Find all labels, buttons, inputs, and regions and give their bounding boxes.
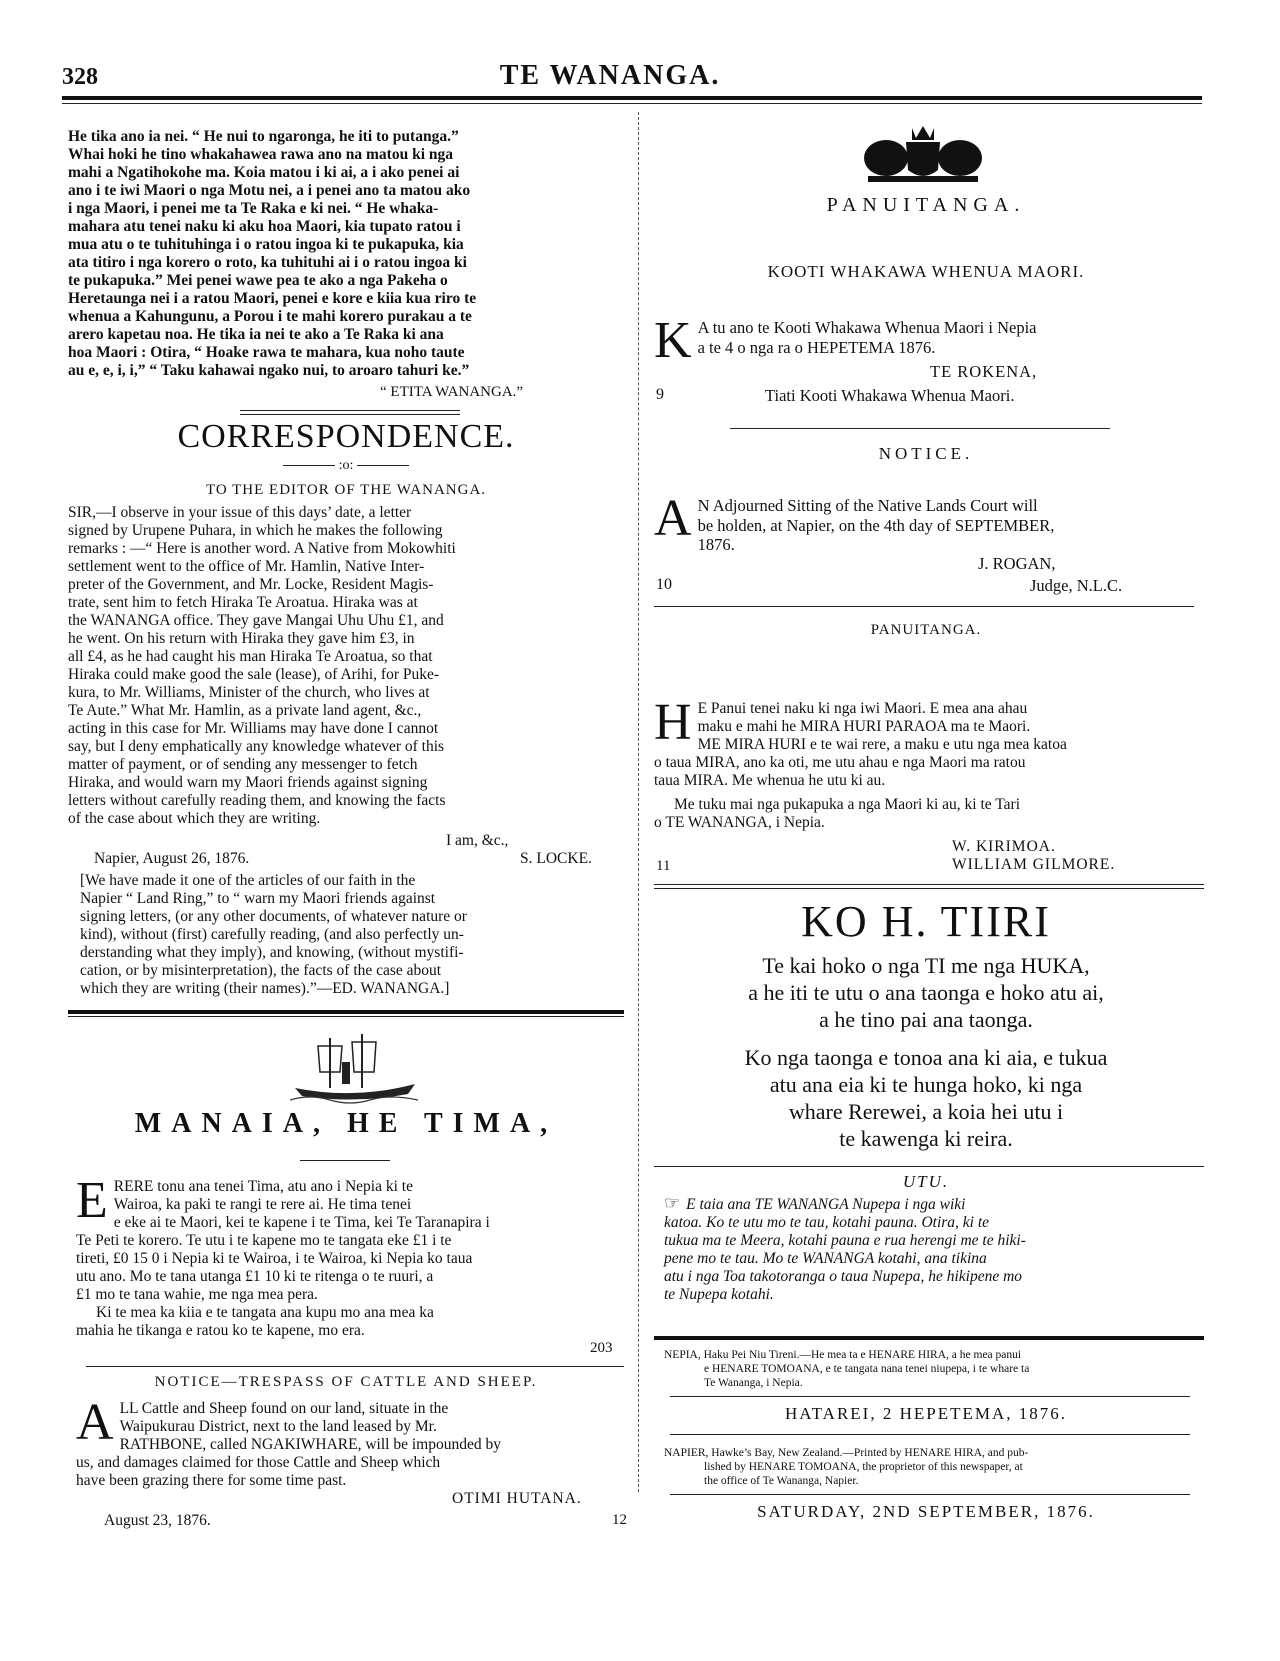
imprint-line: the office of Te Wananga, Napier. (704, 1475, 859, 1487)
editorial-line: He tika ano ia nei. “ He nui to ngaronga, he iti to putanga.” (68, 128, 459, 145)
mill-line: taua MIRA. Me whenua he utu ki au. (654, 772, 886, 789)
notice-heading: NOTICE. (878, 444, 974, 463)
letter-line: Te Aute.” What Mr. Hamlin, as a private land agent, &c., (68, 702, 422, 719)
masthead-rule-thin (62, 103, 1202, 104)
ship-funnel (342, 1062, 350, 1084)
mill-signer-1: W. KIRIMOA. (952, 838, 1056, 855)
editorial-line: Heretaunga nei i a ratou Maori, penei e kore e kiia kua riro te (68, 290, 477, 307)
mill-line: o taua MIRA, ano ka oti, me utu ahau e nga Maori ma ratou (654, 754, 1026, 771)
utu-line: katoa. Ko te utu mo te tau, kotahi pauna. Otira, ki te (664, 1214, 990, 1231)
dropcap-a-notice: A (654, 490, 692, 547)
dropcap-a: A (76, 1394, 114, 1451)
panuitanga2-heading: PANUITANGA. (870, 622, 982, 638)
section-rule-thin (68, 1016, 624, 1017)
coat-of-arms-illustration (858, 118, 988, 188)
letter-line: say, but I deny emphatically any knowledge whatever of this (68, 738, 445, 755)
arms-motto-ribbon (868, 176, 978, 182)
letter-line: trate, sent him to fetch Hiraka Te Aroatua. Hiraka was at (68, 594, 418, 611)
editorial-line: i nga Maori, i penei me ta Te Raka e ki nei. “ He whaka- (68, 200, 439, 217)
steamer-line: tireti, £0 15 0 i Nepia ki te Wairoa, i te Wairoa, ki Nepia ko taua (76, 1250, 473, 1267)
notice-line: 1876. (697, 535, 735, 554)
steamer-heading: MANAIA, HE TIMA, (134, 1108, 558, 1139)
mill-notice-text (654, 694, 1202, 832)
steamer-line: RERE tonu ana tenei Tima, atu ano i Nepia ki te (113, 1178, 413, 1195)
imprint-line: e HENARE TOMOANA, e te tangata nana tenei niupepa, i te whare ta (704, 1363, 1030, 1375)
pointing-hand-icon: ☞ (664, 1193, 681, 1213)
trespass-date: August 23, 1876. (104, 1512, 211, 1529)
steamer-line: £1 mo te tana wahie, me nga mea pera. (76, 1286, 318, 1303)
notice-signer-title: Judge, N.L.C. (1030, 576, 1123, 595)
kooti-line: A tu ano te Kooti Whakawa Whenua Maori i Nepia (697, 318, 1037, 337)
mill-line: Me tuku mai nga pukapuka a nga Maori ki au, ki te Tari (674, 796, 1020, 813)
tiiri-line: a he tino pai ana taonga. (819, 1007, 1033, 1032)
divider (654, 1166, 1204, 1167)
steamer-line: e eke ai te Maori, kei te kapene i te Tima, kei Te Taranapira i (113, 1214, 490, 1231)
utu-line: E taia ana TE WANANGA Nupepa i nga wiki (686, 1196, 966, 1213)
letter-closing: I am, &c., (446, 832, 509, 849)
english-imprint (664, 1446, 1204, 1488)
editorial-line: au e, e, i, i,” “ Taku kahawai ngako nui, to aroaro tahuri ke.” (68, 362, 470, 379)
arms-shield (906, 142, 940, 176)
utu-line: te Nupepa kotahi. (664, 1286, 774, 1303)
trespass-signer: OTIMI HUTANA. (452, 1490, 582, 1507)
mill-line: maku e mahi he MIRA HURI PARAOA ma te Maori. (697, 718, 1031, 735)
editorial-line: ata titiro i nga korero o roto, ka tuhituhi ai i o ratou ingoa ki (68, 254, 467, 271)
dropcap-k: K (654, 312, 692, 369)
trespass-line: LL Cattle and Sheep found on our land, situate in the (119, 1400, 449, 1417)
utu-line: pene mo te tau. Mo te WANANGA kotahi, ana tikina (664, 1250, 987, 1267)
note-line: cation, or by misinterpretation), the facts of the case about (80, 962, 442, 979)
notice-text (654, 490, 1202, 555)
editorial-line: arero kapetau noa. He tika ia nei te ako a Te Raka ki ana (68, 326, 444, 343)
divider (670, 1494, 1190, 1495)
notice-signer: J. ROGAN, (978, 554, 1056, 573)
note-line: [We have made it one of the articles of our faith in the (80, 872, 416, 889)
page-number: 328 (62, 64, 98, 90)
divider (240, 410, 460, 411)
to-editor-line: TO THE EDITOR OF THE WANANGA. (205, 482, 487, 498)
letter-line: settlement went to the office of Mr. Hamlin, Native Inter- (68, 558, 425, 575)
steamer-line: Te Peti te korero. Te utu i te kapene mo te tangata eke £1 i te (76, 1232, 452, 1249)
note-line: which they are writing (their names).”—ED. WANANGA.] (80, 980, 450, 997)
trespass-text (76, 1394, 624, 1490)
steamer-line: mahia he tikanga e ratou ko te kapene, mo era. (76, 1322, 365, 1339)
divider (730, 428, 1110, 429)
divider (240, 414, 460, 415)
mill-line: E Panui tenei naku ki nga iwi Maori. E mea ana ahau (697, 700, 1028, 717)
letter-line: preter of the Government, and Mr. Locke, Resident Magis- (68, 576, 434, 593)
kooti-notice-text (654, 312, 1202, 369)
column-divider (638, 112, 639, 1492)
steamship-illustration (290, 1028, 420, 1106)
letter-line: Hiraka could make good the sale (lease), of Arihi, for Puke- (68, 666, 440, 683)
divider (654, 888, 1204, 889)
ad-number-11: 11 (656, 858, 671, 874)
kooti-line: a te 4 o nga ra o HEPETEMA 1876. (697, 337, 936, 357)
ad-number-12: 12 (612, 1512, 627, 1528)
tiiri-line: te kawenga ki reira. (839, 1126, 1013, 1151)
editorial-line: mahi a Ngatihokohe ma. Koia matou i ki ai, a i ako penei ai (68, 164, 460, 181)
divider (670, 1396, 1190, 1397)
letter-signer: S. LOCKE. (520, 850, 592, 867)
editorial-signature: “ ETITA WANANGA.” (380, 384, 524, 400)
divider (300, 1160, 390, 1161)
note-line: derstanding what they imply), and knowing, (without mystifi- (80, 944, 464, 961)
tiiri-lines-1 (648, 952, 1204, 1033)
letter-place-date: Napier, August 26, 1876. (94, 850, 250, 867)
mill-line: o TE WANANGA, i Nepia. (654, 814, 825, 831)
trespass-line: Waipukurau District, next to the land leased by Mr. (119, 1418, 437, 1435)
editorial-line: mahara atu tenei naku ki aku hoa Maori, kia tupato ratou i (68, 218, 461, 235)
mill-line: ME MIRA HURI e te wai rere, a maku e utu nga mea katoa (697, 736, 1067, 753)
letter-line: he went. On his return with Hiraka they gave him £3, in (68, 630, 415, 647)
masthead-rule (62, 96, 1202, 100)
editorial-line: ano i te iwi Maori o nga Motu nei, a i penei ano ta matou ako (68, 182, 471, 199)
note-line: signing letters, (or any other documents, of whatever nature or (80, 908, 467, 925)
utu-text (664, 1194, 1202, 1304)
letter-line: letters without carefully reading them, and knowing the facts (68, 792, 446, 809)
imprint-line: lished by HENARE TOMOANA, the proprietor of this newspaper, at (704, 1461, 1023, 1473)
kooti-heading: KOOTI WHAKAWA WHENUA MAORI. (767, 262, 1085, 281)
tiiri-line: a he iti te utu o ana taonga e hoko atu ai, (748, 980, 1104, 1005)
letter-line: SIR,—I observe in your issue of this days’ date, a letter (68, 504, 412, 521)
dropcap-e: E (76, 1172, 108, 1229)
letter-line: of the case about which they are writing. (68, 810, 321, 827)
ship-sail (352, 1042, 376, 1072)
masthead-title: TE WANANGA. (499, 60, 721, 91)
steamer-line: utu ano. Mo te tana utanga £1 10 ki te ritenga o te ruuri, a (76, 1268, 434, 1285)
tiiri-line: Te kai hoko o nga TI me nga HUKA, (762, 953, 1090, 978)
tiiri-line: atu ana eia ki te hunga hoko, ki nga (769, 1072, 1083, 1097)
steamer-text (76, 1172, 624, 1340)
editor-note (80, 872, 624, 998)
editorial-text (68, 128, 624, 380)
editorial-line: mua atu o te tuhituhinga i o ratou ingoa ki te pukapuka, kia (68, 236, 464, 253)
letter-line: remarks : —“ Here is another word. A Native from Mokowhiti (68, 540, 456, 557)
imprint-line: NEPIA, Haku Pei Niu Tireni.—He mea ta e HENARE HIRA, a he mea panui (664, 1349, 1022, 1361)
letter-line: all £4, as he had caught his man Hiraka Te Aroatua, so that (68, 648, 433, 665)
ad-number-203: 203 (590, 1340, 613, 1356)
steamer-line: Wairoa, ka paki te rangi te rere ai. He tima tenei (113, 1196, 412, 1213)
notice-line: be holden, at Napier, on the 4th day of SEPTEMBER, (697, 515, 1055, 535)
letter-line: acting in this case for Mr. Williams may have done I cannot (68, 720, 439, 737)
utu-line: tukua ma te Meera, kotahi pauna e rua herengi me te hiki- (664, 1232, 1026, 1249)
english-date: SATURDAY, 2ND SEPTEMBER, 1876. (757, 1502, 1095, 1521)
correspondence-heading: CORRESPONDENCE. (177, 418, 515, 455)
note-line: kind), without (first) carefully reading, (and also perfectly un- (80, 926, 464, 943)
divider (670, 1434, 1190, 1435)
divider (654, 606, 1194, 607)
letter-line: Hiraka, and would warn my Maori friends against signing (68, 774, 428, 791)
arms-unicorn (938, 140, 982, 176)
tiiri-line: Ko nga taonga e tonoa ana ki aia, e tukua (744, 1045, 1108, 1070)
kooti-signer-title: Tiati Kooti Whakawa Whenua Maori. (765, 386, 1015, 405)
correspondence-separator: :o: (68, 458, 624, 474)
arms-crown (912, 126, 934, 140)
editorial-line: whenua a Kahungunu, a Porou i te mahi korero purakau a te (68, 308, 472, 325)
ad-number-10: 10 (656, 576, 672, 593)
trespass-line: have been grazing there for some time past. (76, 1472, 347, 1489)
utu-line: atu i nga Toa takotoranga o taua Nupepa, he hikipene mo (664, 1268, 1023, 1285)
letter-line: kura, to Mr. Williams, Minister of the church, who lives at (68, 684, 430, 701)
steamer-line: Ki te mea ka kiia e te tangata ana kupu mo ana mea ka (96, 1304, 434, 1321)
editorial-line: Whai hoki he tino whakahawea rawa ano na matou ki nga (68, 146, 453, 163)
maori-imprint (664, 1348, 1204, 1390)
divider (86, 1366, 624, 1367)
trespass-heading: NOTICE—TRESPASS OF CATTLE AND SHEEP. (154, 1374, 538, 1390)
letter-line: the WANANGA office. They gave Mangai Uhu Uhu £1, and (68, 612, 444, 629)
editorial-line: hoa Maori : Otira, “ Hoake rawa te mahara, kua noho taute (68, 344, 465, 361)
dropcap-h: H (654, 694, 692, 751)
section-rule (68, 1010, 624, 1014)
mill-signer-2: WILLIAM GILMORE. (952, 856, 1116, 873)
imprint-line: NAPIER, Hawke’s Bay, New Zealand.—Printed by HENARE HIRA, and pub- (664, 1447, 1029, 1459)
trespass-line: RATHBONE, called NGAKIWHARE, will be impounded by (119, 1436, 501, 1453)
section-rule (654, 1336, 1204, 1340)
imprint-line: Te Wananga, i Nepia. (704, 1377, 803, 1389)
divider (654, 884, 1204, 885)
note-line: Napier “ Land Ring,” to “ warn my Maori friends against (80, 890, 436, 907)
notice-line: N Adjourned Sitting of the Native Lands Court will (697, 496, 1038, 515)
kooti-signer: TE ROKENA, (930, 362, 1038, 381)
trespass-line: us, and damages claimed for those Cattle and Sheep which (76, 1454, 441, 1471)
maori-date: HATAREI, 2 HEPETEMA, 1876. (784, 1404, 1067, 1423)
tiiri-heading: KO H. TIIRI (801, 897, 1051, 946)
letter-line: signed by Urupene Puhara, in which he makes the following (68, 522, 443, 539)
tiiri-line: whare Rerewei, a koia hei utu i (788, 1099, 1064, 1124)
editorial-line: te pukapuka.” Mei penei wawe pea te ako a nga Pakeha o (68, 272, 448, 289)
letter-line: matter of payment, or of sending any messenger to fetch (68, 756, 418, 773)
utu-heading: UTU. (902, 1172, 950, 1191)
ad-number-9: 9 (656, 386, 664, 403)
panuitanga-heading: PANUITANGA. (826, 194, 1026, 216)
arms-lion (864, 140, 908, 176)
tiiri-lines-2 (648, 1044, 1204, 1152)
letter-text (68, 504, 624, 828)
